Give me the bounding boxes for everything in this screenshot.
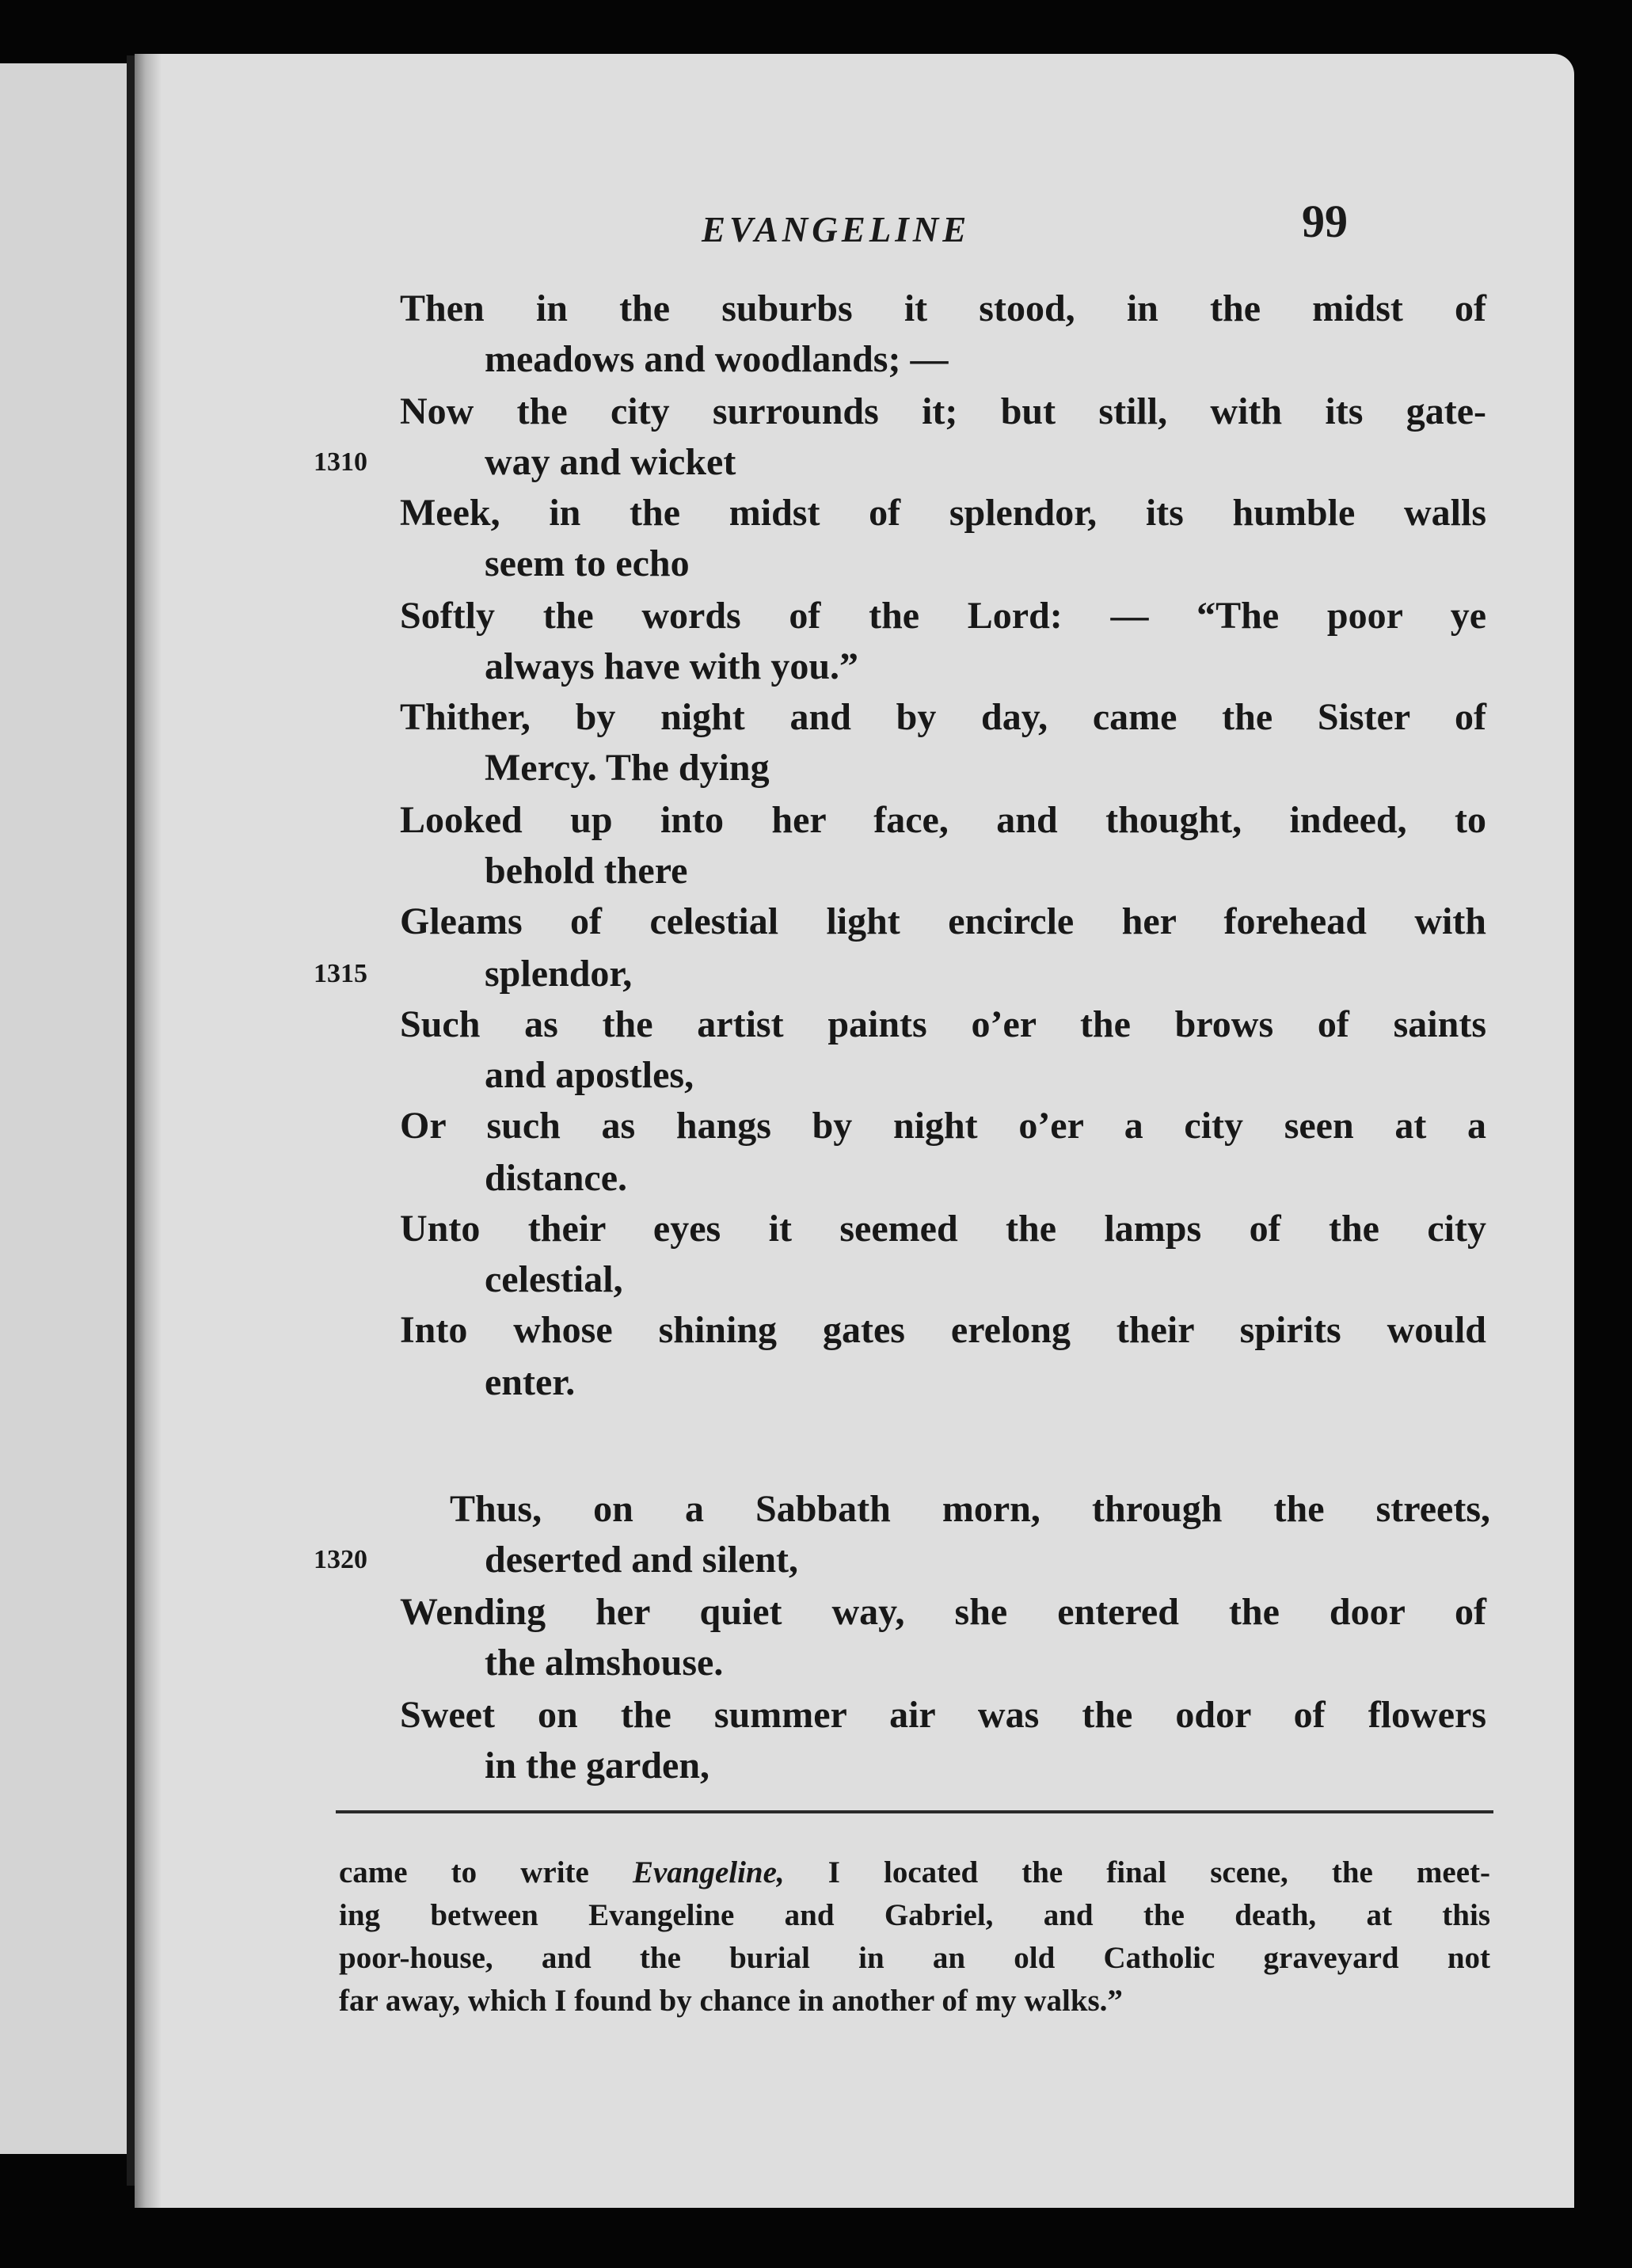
verse-line: Such as the artist paints o’er the brows of saints — [400, 1003, 1486, 1045]
verse-continuation: Mercy. The dying — [485, 747, 770, 789]
verse-line: Into whose shining gates erelong their spirits would — [400, 1309, 1486, 1351]
verse-line: Or such as hangs by night o’er a city seen at a — [400, 1105, 1486, 1147]
verse-continuation: deserted and silent, — [485, 1539, 798, 1581]
verse-line: Unto their eyes it seemed the lamps of the city — [400, 1208, 1486, 1250]
footnote-line — [339, 1851, 1490, 1894]
verse-continuation: and apostles, — [485, 1054, 694, 1096]
verse-line: Gleams of celestial light encircle her forehead with — [400, 900, 1486, 942]
footnote-line: poor-house, and the burial in an old Catholic graveyard not — [339, 1941, 1490, 1975]
verse-line: Wending her quiet way, she entered the door of — [400, 1591, 1486, 1633]
verse-continuation: meadows and woodlands; — — [485, 338, 949, 380]
verse-line: Now the city surrounds it; but still, with its gate- — [400, 390, 1486, 432]
verse-continuation: enter. — [485, 1361, 576, 1403]
verse-line: Then in the suburbs it stood, in the midst of — [400, 287, 1486, 329]
page-number: 99 — [1302, 196, 1348, 247]
verse-line: Looked up into her face, and thought, indeed, to — [400, 799, 1486, 841]
book-page — [135, 54, 1574, 2208]
footnote-text: came to write — [339, 1855, 633, 1889]
running-title: EVANGELINE — [702, 210, 971, 249]
verse-continuation: behold there — [485, 850, 688, 892]
verse-continuation: in the garden, — [485, 1745, 710, 1787]
footnote-line: ing between Evangeline and Gabriel, and the death, at this — [339, 1898, 1490, 1932]
footnote-line: far away, which I found by chance in another of my walks.” — [339, 1984, 1123, 2018]
verse-continuation: the almshouse. — [485, 1642, 724, 1684]
verse-line: Thus, on a Sabbath morn, through the streets, — [450, 1488, 1490, 1530]
facing-page — [0, 63, 143, 2154]
footnote-title-italic: Evangeline, — [632, 1855, 785, 1889]
footnote-rule — [336, 1810, 1493, 1813]
gutter-shadow — [135, 54, 162, 2208]
verse-continuation: always have with you.” — [485, 645, 859, 687]
line-number: 1315 — [314, 959, 367, 988]
running-head — [135, 187, 1574, 250]
footnote-text: I located the final scene, the meet- — [784, 1855, 1490, 1889]
verse-line: Sweet on the summer air was the odor of flowers — [400, 1694, 1486, 1736]
verse-line: Softly the words of the Lord: — “The poor ye — [400, 595, 1486, 637]
verse-continuation: celestial, — [485, 1258, 623, 1300]
verse-continuation: seem to echo — [485, 542, 690, 584]
verse-line: Thither, by night and by day, came the Sister of — [400, 696, 1486, 738]
verse-continuation: splendor, — [485, 953, 633, 995]
verse-continuation: distance. — [485, 1157, 627, 1199]
verse-line: Meek, in the midst of splendor, its humble walls — [400, 492, 1486, 534]
line-number: 1310 — [314, 447, 367, 477]
line-number: 1320 — [314, 1545, 367, 1574]
verse-continuation: way and wicket — [485, 441, 736, 483]
